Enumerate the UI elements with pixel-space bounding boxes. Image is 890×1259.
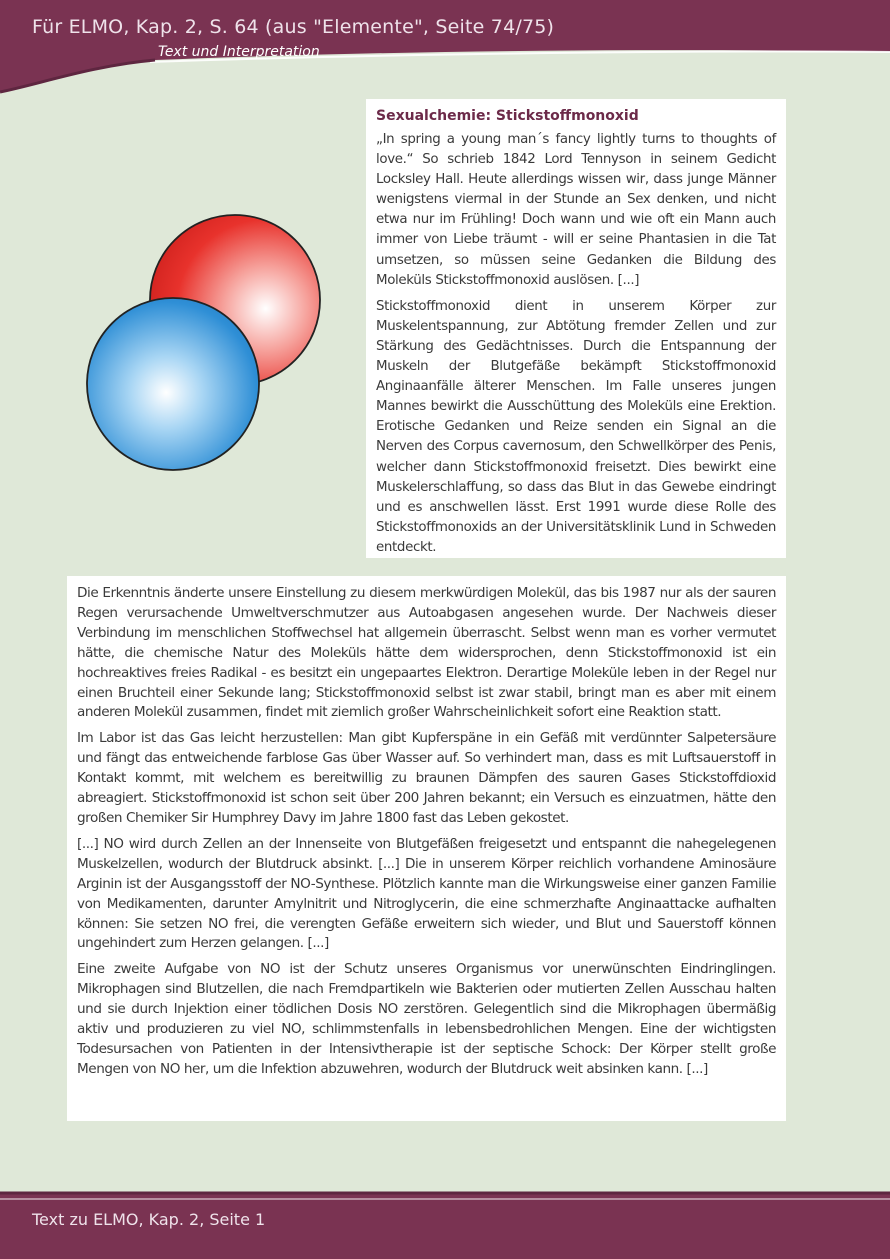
nitrogen-atom-blue <box>87 298 259 470</box>
header-subtitle: Text und Interpretation <box>158 44 320 60</box>
article-box-top <box>366 99 786 558</box>
article-box-bottom <box>67 576 786 1121</box>
header-band-shape <box>0 0 890 92</box>
article-title: Sexualchemie: Stickstoffmonoxid <box>376 108 639 124</box>
article-paragraph: „In spring a young man´s fancy lightly turns to thoughts of love.“ So schrieb 1842 Lord Tennyson in seinem Gedicht Locksley Hall. Heute allerdings wissen wir, dass junge Männer wenigstens viermal in der Stunde an Sex denken, und nicht etwa nur im Frühling! Doch wann und wie oft ein Mann auch immer von Liebe träumt - will er seine Phantasien in die Tat umsetzen, so müssen seine Gedanken die Bildung des Moleküls Stickstoffmonoxid auslösen. [...] <box>376 132 776 288</box>
article-paragraph: Im Labor ist das Gas leicht herzustellen: Man gibt Kupferspäne in ein Gefäß mit verdünnter Salpetersäure und fängt das entweichende farblose Gas über Wasser auf. So verhindert man, dass es mit Luftsauerstoff in Kontakt kommt, mit welchem es bereitwillig zu braunen Dämpfen des sauren Gases Stickstoffdioxid abreagiert. Stickstoffmonoxid ist schon seit über 200 Jahren bekannt; ein Versuch es einzuatmen, hätte den großen Chemiker Sir Humphrey Davy im Jahre 1800 fast das Leben gekostet. <box>77 730 776 826</box>
article-paragraph: [...] NO wird durch Zellen an der Innenseite von Blutgefäßen freigesetzt und entspannt die nahegelegenen Muskelzellen, wodurch der Blutdruck absinkt. [...] Die in unserem Körper reichlich vorhandene Aminosäure Arginin ist der Ausgangsstoff der NO-Synthese. Plötzlich kannte man die Wirkungsweise einer ganzen Familie von Medikamenten, darunter Amylnitrit und Nitroglycerin, die eine schmerzhafte Anginaattacke aufhalten können: Sie setzen NO frei, die verengten Gefäße erweitern sich wieder, und Blut und Sauerstoff können ungehindert zum Herzen gelangen. [...] <box>77 835 776 952</box>
article-paragraph: Eine zweite Aufgabe von NO ist der Schutz unseres Organismus vor unerwünschten Eindringlingen. Mikrophagen sind Blutzellen, die nach Fremdpartikeln wie Bakterien oder mutierten Zellen Ausschau halten und sie durch Injektion einer tödlichen Dosis NO zerstören. Gelegentlich sind die Mikrophagen übermäßig aktiv und produzieren zu viel NO, schlimmstenfalls in lebensbedrohlichen Mengen. Eine der wichtigsten Todesursachen von Patienten in der Intensivtherapie ist der septische Schock: Der Körper stellt große Mengen von NO her, um die Infektion abzuwehren, wodurch der Blutdruck weit absinken kann. [...] <box>77 961 776 1077</box>
footer-text: Text zu ELMO, Kap. 2, Seite 1 <box>32 1210 266 1229</box>
header-band <box>0 0 890 95</box>
article-paragraph: Stickstoffmonoxid dient in unserem Körper zur Muskelentspannung, zur Abtötung fremder Zellen und zur Stärkung des Gedächtnisses. Durch die Entspannung der Muskeln der Blutgefäße bekämpft Stickstoffmonoxid Anginaanfälle älterer Menschen. Im Falle unseres jungen Mannes bewirkt die Ausschüttung des Moleküls eine Erektion. Erotische Gedanken und Reize senden ein Signal an die Nerven des Corpus cavernosum, den Schwellkörper des Penis, welcher dann Stickstoffmonoxid freisetzt. Dies bewirkt eine Muskelerschlaffung, so dass das Blut in das Gewebe eindringt und es anschwellen lässt. Erst 1991 wurde diese Rolle des Stickstoffmonoxids an der Universitätsklinik Lund in Schweden entdeckt. <box>376 298 776 555</box>
molecule-illustration <box>84 210 329 495</box>
header-title: Für ELMO, Kap. 2, S. 64 (aus "Elemente", Seite 74/75) <box>32 16 555 38</box>
article-paragraph: Die Erkenntnis änderte unsere Einstellung zu diesem merkwürdigen Molekül, das bis 1987 nur als der sauren Regen verursachende Umweltverschmutzer aus Autoabgasen angesehen wurde. Der Nachweis dieser Verbindung im menschlichen Stoffwechsel hat allgemein überrascht. Selbst wenn man es vorher vermutet hätte, die chemische Natur des Moleküls hätte dem widersprochen, denn Stickstoffmonoxid ist ein hochreaktives freies Radikal - es besitzt ein ungepaartes Elektron. Derartige Moleküle leben in der Regel nur einen Bruchteil einer Sekunde lang; Stickstoffmonoxid selbst ist zwar stabil, bringt man es aber mit einem anderen Molekül zusammen, findet mit ziemlich großer Wahrscheinlichkeit sofort eine Reaktion statt. <box>77 585 776 721</box>
